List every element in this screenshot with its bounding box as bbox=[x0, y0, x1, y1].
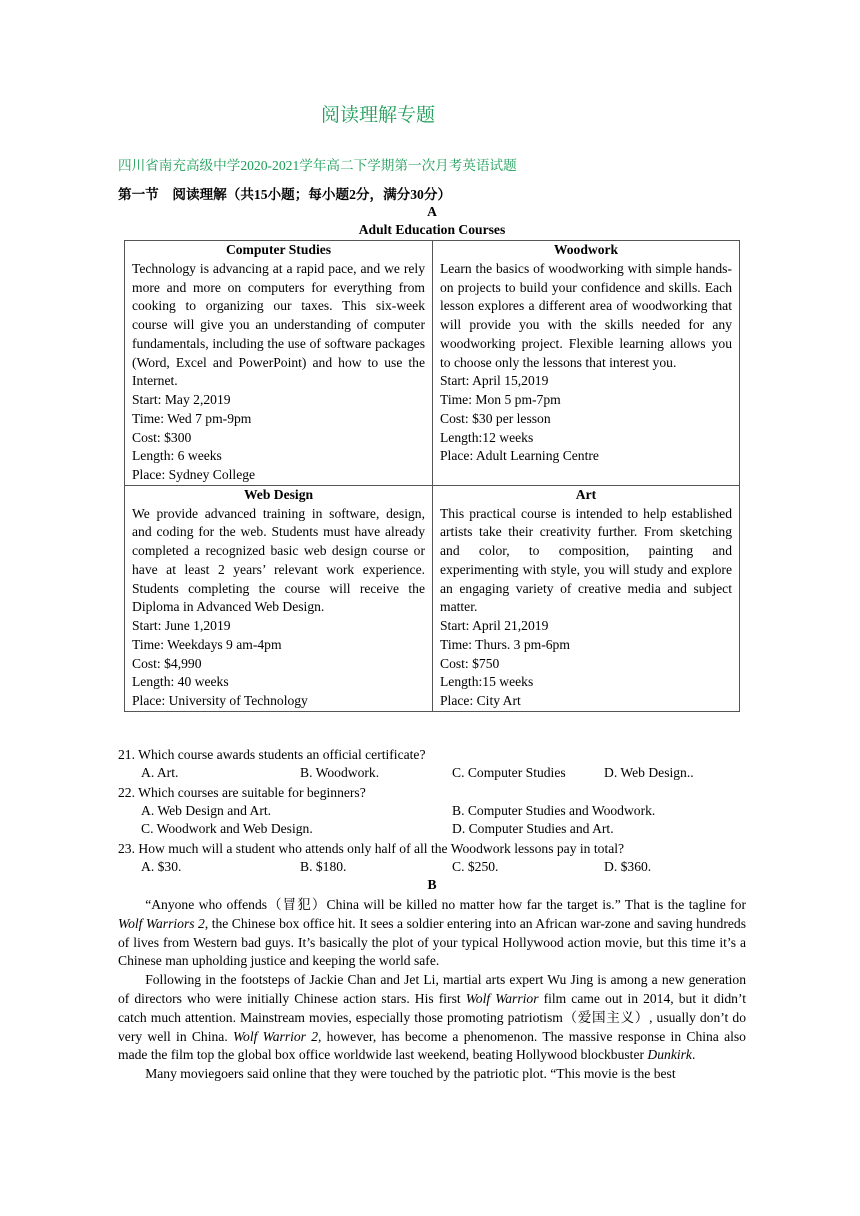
question-23: 23. How much will a student who attends only half of all the Woodwork lessons pay in total? bbox=[118, 841, 625, 856]
course-cost: Cost: $300 bbox=[132, 429, 192, 445]
course-length: Length: 40 weeks bbox=[132, 674, 229, 690]
table-row bbox=[125, 241, 740, 486]
course-place: Place: Adult Learning Centre bbox=[440, 448, 599, 464]
course-place: Place: Sydney College bbox=[132, 467, 256, 482]
course-time: Time: Wed 7 pm-9pm bbox=[132, 410, 252, 426]
movie-title: Wolf Warrior bbox=[465, 990, 539, 1006]
passage-paragraph-1 bbox=[118, 896, 746, 971]
question-22-option-a: A. Web Design and Art. bbox=[141, 803, 272, 818]
paragraph-text: , however, has become a phenomenon. The massive response in China also made the film top the global box office worldwide last weekend, beating Hollywood blockbuster bbox=[118, 1028, 746, 1063]
course-cell-woodwork bbox=[433, 241, 740, 486]
course-start: Start: June 1,2019 bbox=[132, 618, 231, 633]
courses-table bbox=[124, 240, 740, 712]
question-21-option-a: A. Art. bbox=[141, 765, 179, 780]
course-place: Place: City Art bbox=[440, 693, 521, 708]
course-title: Web Design bbox=[243, 486, 314, 502]
question-22: 22. Which courses are suitable for beginners? bbox=[118, 785, 366, 800]
part-a-label: A bbox=[427, 204, 437, 219]
question-23-option-c: C. $250. bbox=[452, 859, 499, 874]
course-cell-art bbox=[433, 485, 740, 711]
course-cost: Cost: $4,990 bbox=[132, 655, 202, 671]
movie-title: Dunkirk bbox=[647, 1047, 692, 1063]
question-21-option-b: B. Woodwork. bbox=[300, 765, 380, 780]
paragraph-text: film came out in 2014, but it didn’t catch much attention. Mainstream movies, especially those promoting patriotism（爱国主义）, usually don’t do very well in China. bbox=[118, 990, 747, 1044]
course-time: Time: Mon 5 pm-7pm bbox=[440, 392, 561, 407]
course-title: Computer Studies bbox=[225, 242, 332, 257]
course-start: Start: April 15,2019 bbox=[440, 373, 549, 389]
course-description: Technology is advancing at a rapid pace, and we rely more and more on computers for everything from cooking to organizing our taxes. This six-week course will give you an understanding of computer fundamentals, including the use of software packages (Word, Excel and PowerPoint) and how to use the Internet. bbox=[132, 260, 425, 389]
document-title: 阅读理解专题 bbox=[321, 105, 436, 126]
course-cost: Cost: $750 bbox=[440, 655, 500, 671]
question-21-option-c: C. Computer Studies bbox=[452, 765, 566, 780]
question-21: 21. Which course awards students an official certificate? bbox=[118, 747, 426, 762]
course-cell-computer-studies bbox=[125, 241, 433, 486]
passage-b bbox=[118, 896, 746, 1084]
course-length: Length:15 weeks bbox=[440, 674, 534, 690]
question-22-option-c: C. Woodwork and Web Design. bbox=[141, 821, 313, 836]
course-description: This practical course is intended to help established artists take their creativity further. From sketching and color, to composition, painting and experimenting with style, you will study and explore an engaging variety of creative media and subject matter. bbox=[440, 505, 732, 615]
question-22-option-b: B. Computer Studies and Woodwork. bbox=[452, 803, 656, 818]
course-time: Time: Thurs. 3 pm-6pm bbox=[440, 636, 570, 652]
course-description: We provide advanced training in software, design, and coding for the web. Students must have already completed a recognized basic web design course or have at least 2 years’ relevant work experience. Students completing the course will receive the Diploma in Advanced Web Design. bbox=[132, 505, 425, 615]
table-title: Adult Education Courses bbox=[358, 222, 506, 237]
course-start: Start: May 2,2019 bbox=[132, 392, 231, 407]
question-23-option-b: B. $180. bbox=[300, 859, 347, 874]
question-23-option-d: D. $360. bbox=[604, 859, 652, 874]
part-b-label: B bbox=[427, 877, 437, 892]
passage-paragraph-2 bbox=[118, 971, 746, 1065]
passage-paragraph-3: Many moviegoers said online that they were touched by the patriotic plot. “This movie is the best bbox=[145, 1066, 676, 1082]
paragraph-text: Following in the footsteps of Jackie Chan and Jet Li, martial arts expert Wu Jing is among a new generation of directors who were initially Chinese action stars. His first bbox=[118, 972, 746, 1006]
course-length: Length:12 weeks bbox=[440, 429, 534, 445]
paragraph-text: , the Chinese box office hit. It sees a soldier entering into an African war-zone and saving hundreds of lives from Western bad guys. It’s basically the plot of your typical Hollywood action movie, but this time it’s a Chinese man upholding justice and keeping the world safe. bbox=[118, 915, 746, 969]
movie-title: Wolf Warriors 2 bbox=[118, 915, 205, 931]
question-23-option-a: A. $30. bbox=[141, 859, 182, 874]
question-22-option-d: D. Computer Studies and Art. bbox=[452, 821, 614, 836]
question-21-option-d: D. Web Design.. bbox=[604, 765, 694, 780]
movie-title: Wolf Warrior 2 bbox=[232, 1028, 319, 1044]
paragraph-text: . bbox=[691, 1047, 696, 1063]
course-title: Woodwork bbox=[553, 242, 619, 257]
exam-source: 四川省南充高级中学2020-2021学年高二下学期第一次月考英语试题 bbox=[118, 158, 517, 173]
section-heading: 第一节 阅读理解（共15小题；每小题2分，满分30分） bbox=[118, 187, 452, 202]
paragraph-text: “Anyone who offends（冒犯）China will be killed no matter how far the target is.” That is the tagline for bbox=[145, 897, 746, 912]
course-cell-web-design bbox=[125, 485, 433, 711]
course-description: Learn the basics of woodworking with simple hands-on projects to build your confidence and skills. Each lesson explores a different area of woodworking that will provide you with the skills needed for any woodworking project. Flexible learning allows you to choose only the lessons that interest you. bbox=[440, 260, 732, 370]
course-place: Place: University of Technology bbox=[132, 693, 308, 708]
table-row bbox=[125, 485, 740, 711]
course-cost: Cost: $30 per lesson bbox=[440, 410, 551, 426]
course-start: Start: April 21,2019 bbox=[440, 618, 549, 633]
course-length: Length: 6 weeks bbox=[132, 448, 222, 464]
course-title: Art bbox=[575, 486, 597, 502]
course-time: Time: Weekdays 9 am-4pm bbox=[132, 636, 282, 652]
